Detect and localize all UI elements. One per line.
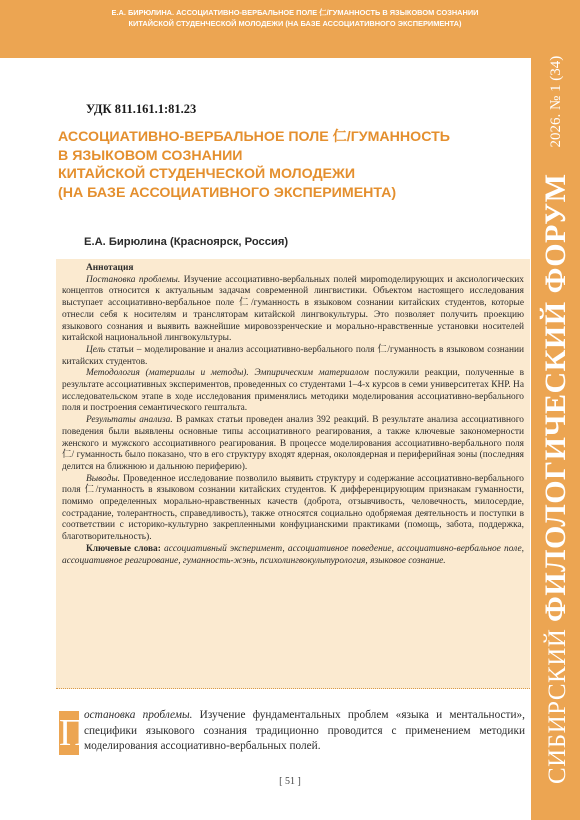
author-line: Е.А. Бирюлина (Красноярск, Россия) [84, 236, 289, 248]
results-text: В рамках статьи проведен анализ 392 реакций. В результате анализа ассоциативного поведения были выявлены основные типы ассоциативного реагирования, а также ключевые закономерности женского и мужского ассоциативного реагирования. В процессе моделирования ассоциативно-вербального поля 仁/ гуманность было показано, что в его структуру входят ядерная, околоядерная и периферийная зоны (последняя делится на ближнюю и дальнюю периферию). [62, 415, 524, 472]
journal-prefix: СИБИРСКИЙ [544, 621, 571, 784]
body-text: Изучение фундаментальных проблем «языка и ментальности», специфики языкового сознания традиционно проводится с применением методики моделирования ассоциативно-вербальных полей. [84, 709, 526, 753]
dropcap-letter: П [59, 712, 87, 754]
journal-name [539, 174, 573, 784]
body-lead-italic: остановка проблемы. [84, 709, 193, 721]
dropcap-box [59, 711, 87, 755]
abstract-heading: Аннотация [86, 263, 134, 273]
article-title [58, 128, 528, 202]
problem-label: Постановка проблемы. [86, 274, 181, 285]
conclusions-text: Проведенное исследование позволило выявить структуру и содержание ассоциативно-вербального поля 仁/гуманность в языковом сознании китайских студентов. К дифференцирующим признакам гуманности, помимо определенных морально-нравственных качеств (доброта, отзывчивость, человечность, милосердие, сострадание, толерантность, справедливость), также относятся социально одобряемая деятельность и поступки в соответствии с историко-культурно закрепленными конфуцианскими практиками (помощь, забота, поддержка, благотворительность). [62, 473, 524, 543]
conclusions-label: Выводы. [86, 473, 121, 484]
problem-text: Изучение ассоциативно-вербальных полей мироmоделирующих и аксиологических концептов относится к актуальным задачам современной лингвистики. Объектом настоящего исследования выступает ассоциативно-вербальное поле 仁/гуманность в языковом сознании китайских студентов, которые отнесли себя к носителям и трансляторам китайской лингвокультуры. Это позволяет получить проекцию языкового сознания и выявить важнейшие мировоззренческие и морально-нравственные установки носителей китайской национальной лингвокультуры. [62, 274, 524, 344]
goal-label: Цель [86, 344, 106, 355]
keywords-text: ассоциативный эксперимент, ассоциативное поведение, ассоциативно-вербальное поле, ассоциативное реагирование, гуманность-жэнь, психолингвокультурология, языковое сознание. [62, 543, 524, 566]
abstract-box [56, 259, 530, 689]
running-header-line: Е.А. БИРЮЛИНА. АССОЦИАТИВНО-ВЕРБАЛЬНОЕ ПОЛЕ 仁/ГУМАННОСТЬ В ЯЗЫКОВОМ СОЗНАНИИ [111, 8, 479, 17]
abstract-results [62, 415, 524, 474]
abstract-keywords [62, 544, 524, 567]
udk-code: УДК 811.161.1:81.23 [86, 102, 197, 116]
title-line: АССОЦИАТИВНО-ВЕРБАЛЬНОЕ ПОЛЕ 仁/ГУМАННОСТЬ [58, 129, 450, 145]
title-line: В ЯЗЫКОВОМ СОЗНАНИИ [58, 147, 243, 164]
journal-title-vertical [536, 49, 576, 784]
goal-text: статьи – моделирование и анализ ассоциативно-вербального поля 仁/гуманность в языковом сознании китайских студентов. [62, 344, 524, 367]
results-label: Результаты анализа. [86, 415, 173, 426]
running-header [60, 8, 530, 29]
running-header-bar [0, 0, 580, 58]
title-line: КИТАЙСКОЙ СТУДЕНЧЕСКОЙ МОЛОДЕЖИ [58, 166, 356, 183]
abstract-method [62, 368, 524, 415]
abstract-goal [62, 345, 524, 368]
method-label: Методология (материалы и методы). Эмпирическим материалом [86, 368, 369, 379]
journal-issue: 2026. № 1 (34) [547, 55, 564, 148]
journal-name-bold: ФИЛОЛОГИЧЕСКИЙ ФОРУМ [539, 173, 572, 622]
keywords-label: Ключевые слова: [86, 543, 161, 554]
abstract-problem [62, 275, 524, 345]
title-line: (НА БАЗЕ АССОЦИАТИВНОГО ЭКСПЕРИМЕНТА) [58, 184, 397, 201]
abstract-conclusions [62, 474, 524, 544]
running-header-line: КИТАЙСКОЙ СТУДЕНЧЕСКОЙ МОЛОДЕЖИ (НА БАЗЕ АССОЦИАТИВНОГО ЭКСПЕРИМЕНТА) [128, 18, 462, 28]
method-text: послужили реакции, полученные в результате ассоциативных экспериментов, проведенных со студентами 1–4-х курсов в семи университетах КНР. На исследовательском этапе в ходе исследования применялись методики моделирования ассоциативно-вербального поля и построения семантического гештальта. [62, 368, 524, 414]
page-number: [ 51 ] [279, 776, 301, 787]
body-paragraph [84, 708, 525, 755]
